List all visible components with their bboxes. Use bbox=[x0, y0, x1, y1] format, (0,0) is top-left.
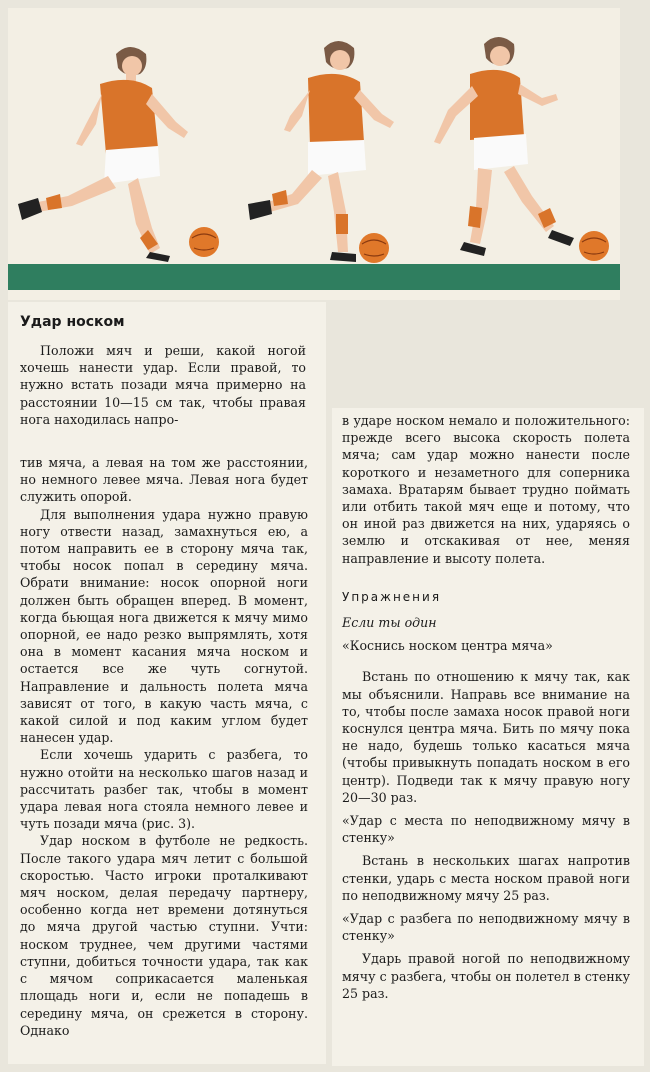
exercise-1-text: Встань по отношению к мячу так, как мы объяснили. Направь все внимание на то, чтобы после замаха носок правой ноги коснулся центра мяча. Бить по мячу пока не надо, будешь только касаться мяча (чтобы привыкнуть попадать носком в его центр). Подведи так к мячу правую ногу 20—30 раз. bbox=[342, 669, 630, 805]
intro-paragraph: Положи мяч и реши, какой ногой хочешь нанести удар. Если правой, то нужно встать позади мяча примерно на расстоянии 10—15 см так, чтобы правая нога находилась напро- bbox=[20, 343, 306, 427]
intro-block bbox=[20, 342, 306, 428]
exercises-title: Упражнения bbox=[342, 589, 442, 604]
section-title: Удар носком bbox=[20, 314, 125, 330]
column-2-top-paragraph: в ударе носком немало и положительного: прежде всего высока скорость полета мяча; сам удар можно нанести после короткого и незаметного для соперника замаха. Вратарям бывает трудно поймать или отбить такой мяч еще и потому, что он иной раз движется на них, ударяясь о землю и отскакивая от нее, меняя направление и высоту полета. bbox=[342, 413, 630, 566]
column-1-body bbox=[20, 454, 308, 1039]
ground-strip bbox=[8, 264, 620, 290]
exercise-2-text: Встань в нескольких шагах напротив стенки, ударь с места носком правой ноги по неподвижному мячу 25 раз. bbox=[342, 853, 630, 903]
body-paragraph: Удар носком в футболе не редкость. После такого удара мяч летит с большой скоростью. Часто игроки проталкивают мяч носком, делая передачу партнеру, особенно когда нет времени дотянуться до мяча другой частью ступни. Учти: носком труднее, чем другими частями ступни, добиться точности удара, так как с мячом соприкасается маленькая площадь ноги и, если не попадешь в середину мяча, он срежется в сторону. Однако bbox=[20, 833, 308, 1038]
illustration-kick-sequence bbox=[8, 8, 620, 300]
exercise-3-text: Ударь правой ногой по неподвижному мячу с разбега, чтобы он полетел в стенку 25 раз. bbox=[342, 951, 630, 1001]
exercise-2-title: «Удар с места по неподвижному мячу в стенку» bbox=[342, 813, 630, 846]
ball-2 bbox=[359, 233, 389, 263]
kick-sequence-drawing bbox=[8, 8, 620, 300]
body-paragraph: Если хочешь ударить с разбега, то нужно отойти на несколько шагов назад и рассчитать разбег так, чтобы в момент удара левая нога стояла немного левее и чуть позади мяча (рис. 3). bbox=[20, 747, 308, 832]
body-paragraph: Для выполнения удара нужно правую ногу отвести назад, замахнуться ею, а потом направить ее в сторону мяча так, чтобы носок попал в середину мяча. Обрати внимание: носок опорной ноги должен быть обращен вперед. В момент, когда бьющая нога движется к мячу мимо опорной, ее надо резко выпрямлять, хотя она в момент касания мяча носком и остается все же чуть согнутой. Направление и дальность полета мяча зависят от того, в какую часть мяча, с какой силой и под каким углом будет нанесен удар. bbox=[20, 506, 308, 746]
ball-3 bbox=[579, 231, 609, 261]
exercise-3-title: «Удар с разбега по неподвижному мячу в стенку» bbox=[342, 911, 630, 944]
exercises-subtitle: Если ты один bbox=[342, 615, 437, 631]
exercise-1-title: «Коснись носком центра мяча» bbox=[342, 638, 553, 654]
ball-1 bbox=[189, 227, 219, 257]
body-paragraph: тив мяча, а левая на том же расстоянии, но немного левее мяча. Левая нога будет служить опорой. bbox=[20, 455, 308, 505]
column-2-body bbox=[342, 412, 630, 1002]
